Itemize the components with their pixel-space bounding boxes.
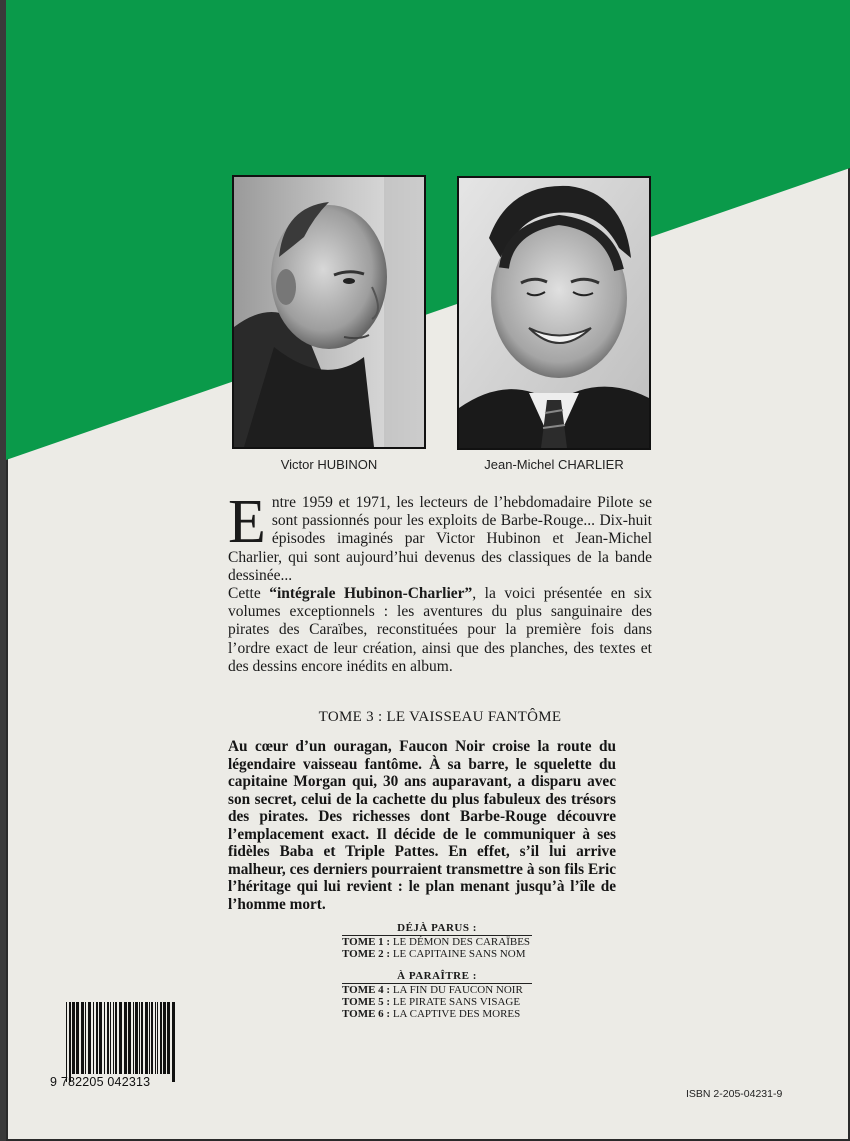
barcode-bar bbox=[69, 1002, 71, 1082]
barcode-bar bbox=[167, 1002, 170, 1074]
portrait-victor-hubinon bbox=[232, 175, 426, 449]
green-diagonal-band bbox=[6, 0, 850, 460]
barcode-bar bbox=[157, 1002, 158, 1074]
intro-paragraph-2 bbox=[228, 585, 652, 676]
book-back-cover bbox=[6, 0, 850, 1141]
summary-text: Au cœur d’un ouragan, Faucon Noir croise la route du légendaire vaisseau fantôme. À sa barre, le squelette du capitaine Morgan qui, 30 ans auparavant, a disparu avec son secret, celui de la cachette du plus fabuleux des trésors des pirates. Des richesses dont Barbe-Rouge découvre l’emplacement exact. Il décide de le communiquer à ses fidèles Baba et Triple Pattes. En effet, s’il lui arrive malheur, ces derniers pourraient transmettre à son fils Eric l’héritage qui lui revient : le plan menant jusqu’à l’île de l’homme mort. bbox=[228, 738, 616, 913]
barcode-bar bbox=[151, 1002, 153, 1074]
intro-lead: Cette bbox=[228, 585, 270, 603]
barcode-bar bbox=[96, 1002, 98, 1074]
barcode-bar bbox=[81, 1002, 84, 1074]
barcode-bar bbox=[128, 1002, 131, 1074]
upcoming-list bbox=[342, 970, 532, 1020]
list-item: TOME 1 : LE DÉMON DES CARAÏBES bbox=[342, 936, 531, 948]
upcoming-header: À PARAÎTRE : bbox=[342, 970, 532, 984]
list-item: TOME 5 : LE PIRATE SANS VISAGE bbox=[342, 996, 521, 1008]
barcode-bar bbox=[99, 1002, 102, 1074]
barcode-bar bbox=[104, 1002, 105, 1074]
barcode-bar bbox=[113, 1002, 114, 1074]
intro-rest: , la voici présentée en six volumes exceptionnels : les aventures du plus sanguinaire des pirates des Caraïbes, reconstituées pour la première fois dans l’ordre exact de leur création, ainsi que des planches, des textes et des dessins encore inédits en album. bbox=[228, 585, 652, 675]
barcode-bar bbox=[141, 1002, 143, 1074]
caption-victor-hubinon: Victor HUBINON bbox=[280, 457, 378, 472]
barcode-bar bbox=[88, 1002, 91, 1074]
barcode-bar bbox=[145, 1002, 148, 1074]
barcode-bar bbox=[85, 1002, 86, 1074]
barcode-bar bbox=[72, 1002, 75, 1074]
tome-title: TOME 3 : LE VAISSEAU FANTÔME bbox=[318, 709, 562, 725]
barcode-bar bbox=[149, 1002, 150, 1074]
barcode-bar bbox=[66, 1002, 67, 1082]
barcode-bar bbox=[76, 1002, 79, 1074]
barcode-bar bbox=[124, 1002, 127, 1074]
barcode-bar bbox=[172, 1002, 175, 1082]
intro-text bbox=[228, 488, 652, 676]
barcode-bar bbox=[110, 1002, 111, 1074]
list-item: TOME 4 : LA FIN DU FAUCON NOIR bbox=[342, 984, 523, 996]
barcode-bar bbox=[163, 1002, 166, 1074]
barcode-bar bbox=[115, 1002, 117, 1074]
published-header: DÉJÀ PARUS : bbox=[342, 922, 532, 936]
portrait-jean-michel-charlier bbox=[457, 176, 651, 450]
drop-cap: E bbox=[228, 488, 266, 556]
list-item: TOME 2 : LE CAPITAINE SANS NOM bbox=[342, 948, 526, 960]
barcode-bar bbox=[155, 1002, 156, 1074]
published-list bbox=[342, 922, 532, 960]
caption-jean-michel-charlier: Jean-Michel CHARLIER bbox=[484, 457, 624, 472]
isbn: ISBN 2-205-04231-9 bbox=[686, 1088, 783, 1100]
barcode-bar bbox=[139, 1002, 140, 1074]
barcode-bar bbox=[133, 1002, 134, 1074]
list-item: TOME 6 : LA CAPTIVE DES MORES bbox=[342, 1008, 521, 1020]
barcode-bar bbox=[135, 1002, 138, 1074]
intro-paragraph-1: ntre 1959 et 1971, les lecteurs de l’hebdomadaire Pilote se sont passionnés pour les exploits de Barbe-Rouge... Dix-huit épisodes imaginés par Victor Hubinon et Jean-Michel Charlier, qui sont aujourd’hui devenus des classiques de la bande dessinée... bbox=[228, 494, 652, 584]
barcode-bar bbox=[93, 1002, 94, 1074]
barcode-bar bbox=[107, 1002, 109, 1074]
intro-bold-title: “intégrale Hubinon-Charlier” bbox=[269, 585, 473, 603]
barcode-digits: 9 782205 042313 bbox=[50, 1075, 151, 1089]
barcode-bar bbox=[119, 1002, 122, 1074]
barcode-bar bbox=[160, 1002, 162, 1074]
